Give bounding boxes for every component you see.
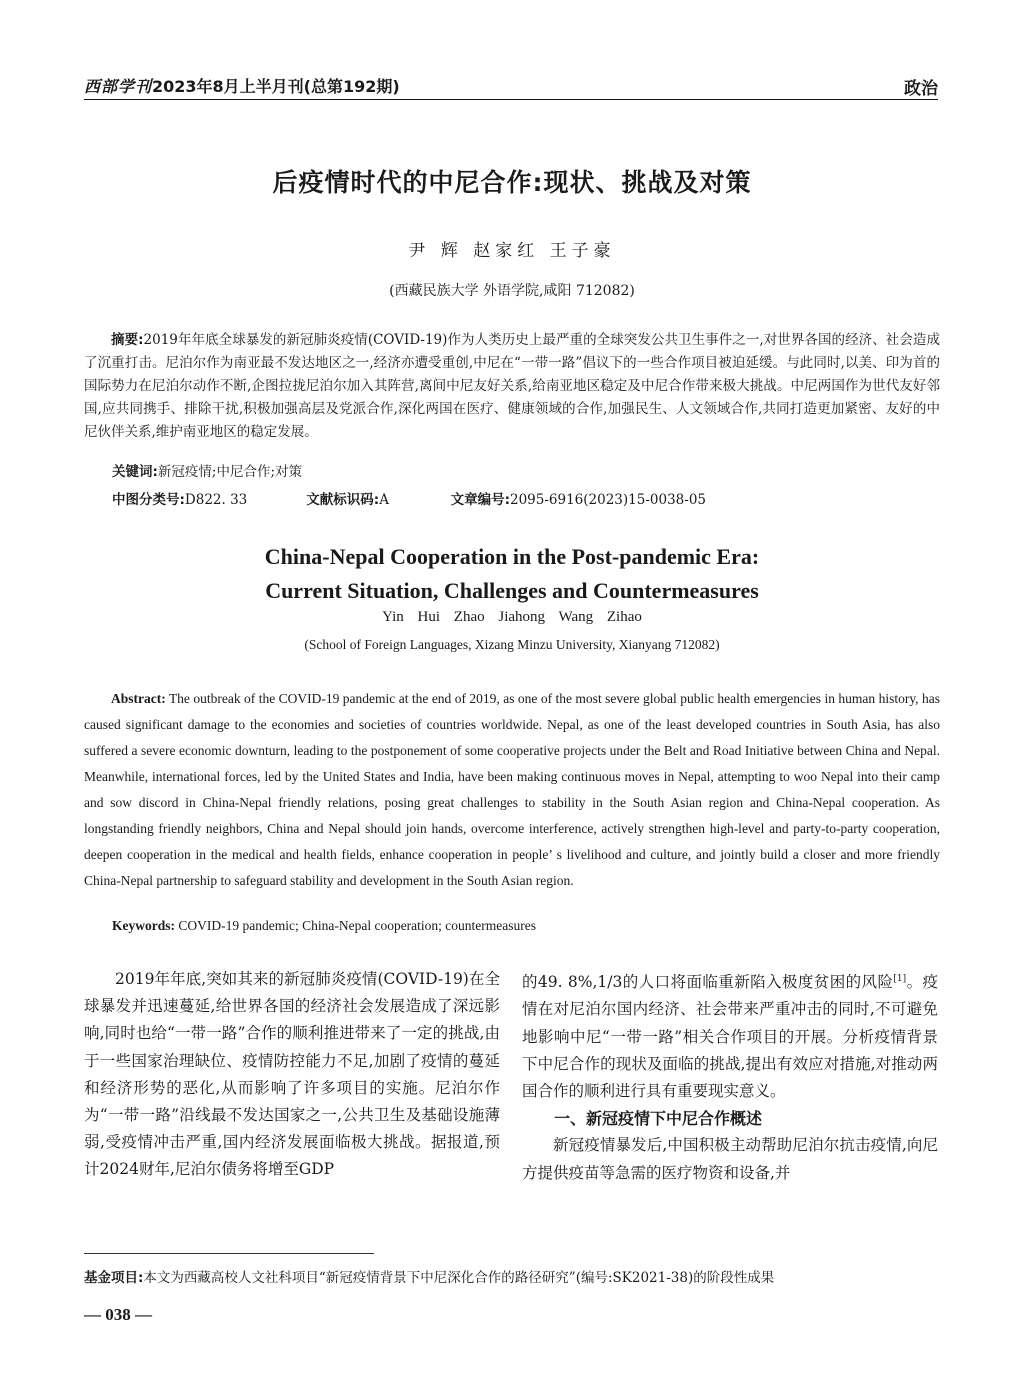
abstract-cn-text: 2019年年底全球暴发的新冠肺炎疫情(COVID-19)作为人类历史上最严重的全球突发公共卫生事件之一,对世界各国的经济、社会造成了沉重打击。尼泊尔作为南亚最不发达地区之一,经济亦遭受重创,中尼在“一带一路”倡议下的一些合作项目被迫延缓。与此同时,以美、印为首的国际势力在尼泊尔动作不断,企图拉拢尼泊尔加入其阵营,离间中尼友好关系,给南亚地区稳定及中尼合作带来极大挑战。中尼两国作为世代友好邻国,应共同携手、排除干扰,积极加强高层及党派合作,深化两国在医疗、健康领域的合作,加强民生、人文领域合作,共同打造更加紧密、友好的中尼伙伴关系,维护南亚地区的稳定发展。 [84, 332, 940, 440]
doc-code-label: 文献标识码: [306, 492, 380, 508]
body-text-segment: 的49. 8%,1/3的人口将面临重新陷入极度贫困的风险 [522, 973, 894, 992]
affiliation-en: (School of Foreign Languages, Xizang Minzu University, Xianyang 712082) [304, 637, 720, 652]
article-number-label: 文章编号: [450, 492, 510, 508]
keywords-en-label: Keywords: [112, 918, 175, 933]
running-header [84, 74, 400, 97]
page-number: — 038 — [84, 1305, 152, 1324]
article-number [451, 488, 706, 508]
keywords-en-text: COVID-19 pandemic; China-Nepal cooperation; countermeasures [178, 918, 537, 933]
body-column-left [84, 966, 500, 1184]
body-text-segment: 。疫情在对尼泊尔国内经济、社会带来严重冲击的同时,不可避免地影响中尼“一带一路”相关合作项目的开展。分析疫情背景下中尼合作的现状及面临的挑战,提出有效应对措施,对推动两国合作的顺利进行具有重要现实意义。 [522, 973, 938, 1100]
doc-code-value: A [379, 492, 389, 508]
header-divider [84, 99, 938, 100]
article-number-value: 2095-6916(2023)15-0038-05 [510, 492, 707, 508]
body-column-right [522, 966, 938, 1187]
abstract-cn-label: 摘要: [111, 332, 144, 348]
keywords-en [112, 918, 536, 934]
journal-name: 西部学刊 [84, 77, 153, 96]
keywords-cn-text: 新冠疫情;中尼合作;对策 [157, 464, 303, 480]
section-heading: 一、新冠疫情下中尼合作概述 [554, 1109, 763, 1129]
doc-code [306, 488, 446, 508]
footnote-divider [84, 1253, 374, 1254]
classification-line [112, 488, 706, 508]
abstract-en [84, 686, 940, 894]
abstract-en-label: Abstract: [111, 691, 166, 706]
body-paragraph: 2019年年底,突如其来的新冠肺炎疫情(COVID-19)在全球暴发并迅速蔓延,给世界各国的经济社会发展造成了深远影响,同时也给“一带一路”合作的顺利推进带来了一定的挑战,由于一些国家治理缺位、疫情防控能力不足,加剧了疫情的蔓延和经济形势的恶化,从而影响了许多项目的实施。尼泊尔作为“一带一路”沿线最不发达国家之一,公共卫生及基础设施薄弱,受疫情冲击严重,国内经济发展面临极大挑战。据报道,预计2024财年,尼泊尔债务将增至GDP [84, 970, 500, 1179]
paper-title-en [0, 540, 1024, 608]
keywords-cn [112, 460, 302, 480]
abstract-cn [84, 329, 940, 444]
class-number-value: D822. 33 [184, 492, 248, 508]
funding-label: 基金项目: [84, 1270, 144, 1286]
paper-title-cn: 后疫情时代的中尼合作:现状、挑战及对策 [272, 168, 752, 197]
section-label: 政治 [904, 79, 938, 99]
class-number [112, 488, 302, 508]
funding-text: 本文为西藏高校人文社科项目“新冠疫情背景下中尼深化合作的路径研究”(编号:SK2021-38)的阶段性成果 [143, 1270, 775, 1286]
body-paragraph [522, 966, 938, 1105]
affiliation-cn: (西藏民族大学 外语学院,咸阳 712082) [389, 283, 635, 299]
paper-title-en-line1: China-Nepal Cooperation in the Post-pandemic Era: [264, 544, 760, 569]
abstract-en-text: The outbreak of the COVID-19 pandemic at the end of 2019, as one of the most severe global public health emergencies in human history, has caused significant damage to the economies and societies of countries worldwide. Nepal, as one of the least developed countries in South Asia, has also suffered a severe economic downturn, leading to the postponement of some cooperative projects under the Belt and Road Initiative between China and Nepal. Meanwhile, international forces, led by the United States and India, have been making continuous moves in Nepal, attempting to woo Nepal into their camp and sow discord in China-Nepal friendly relations, posing great challenges to stability in the South Asian region and China-Nepal cooperation. As longstanding friendly neighbors, China and Nepal should join hands, overcome interference, actively strengthen high-level and party-to-party cooperation, deepen cooperation in the medical and health fields, enhance cooperation in people’ s livelihood and culture, and jointly build a closer and more friendly China-Nepal partnership to safeguard stability and development in the South Asian region. [84, 691, 940, 888]
reference-marker: [1] [893, 974, 907, 984]
class-number-label: 中图分类号: [112, 492, 185, 508]
funding-footnote [84, 1266, 774, 1286]
authors-en: Yin Hui Zhao Jiahong Wang Zihao [382, 609, 642, 625]
authors-cn: 尹 辉 赵家红 王子豪 [408, 241, 616, 261]
issue-info: 2023年8月上半月刊(总第192期) [152, 77, 400, 96]
body-paragraph: 新冠疫情暴发后,中国积极主动帮助尼泊尔抗击疫情,向尼方提供疫苗等急需的医疗物资和设备,并 [522, 1136, 938, 1182]
paper-title-en-line2: Current Situation, Challenges and Countermeasures [265, 578, 759, 603]
keywords-cn-label: 关键词: [112, 464, 158, 480]
